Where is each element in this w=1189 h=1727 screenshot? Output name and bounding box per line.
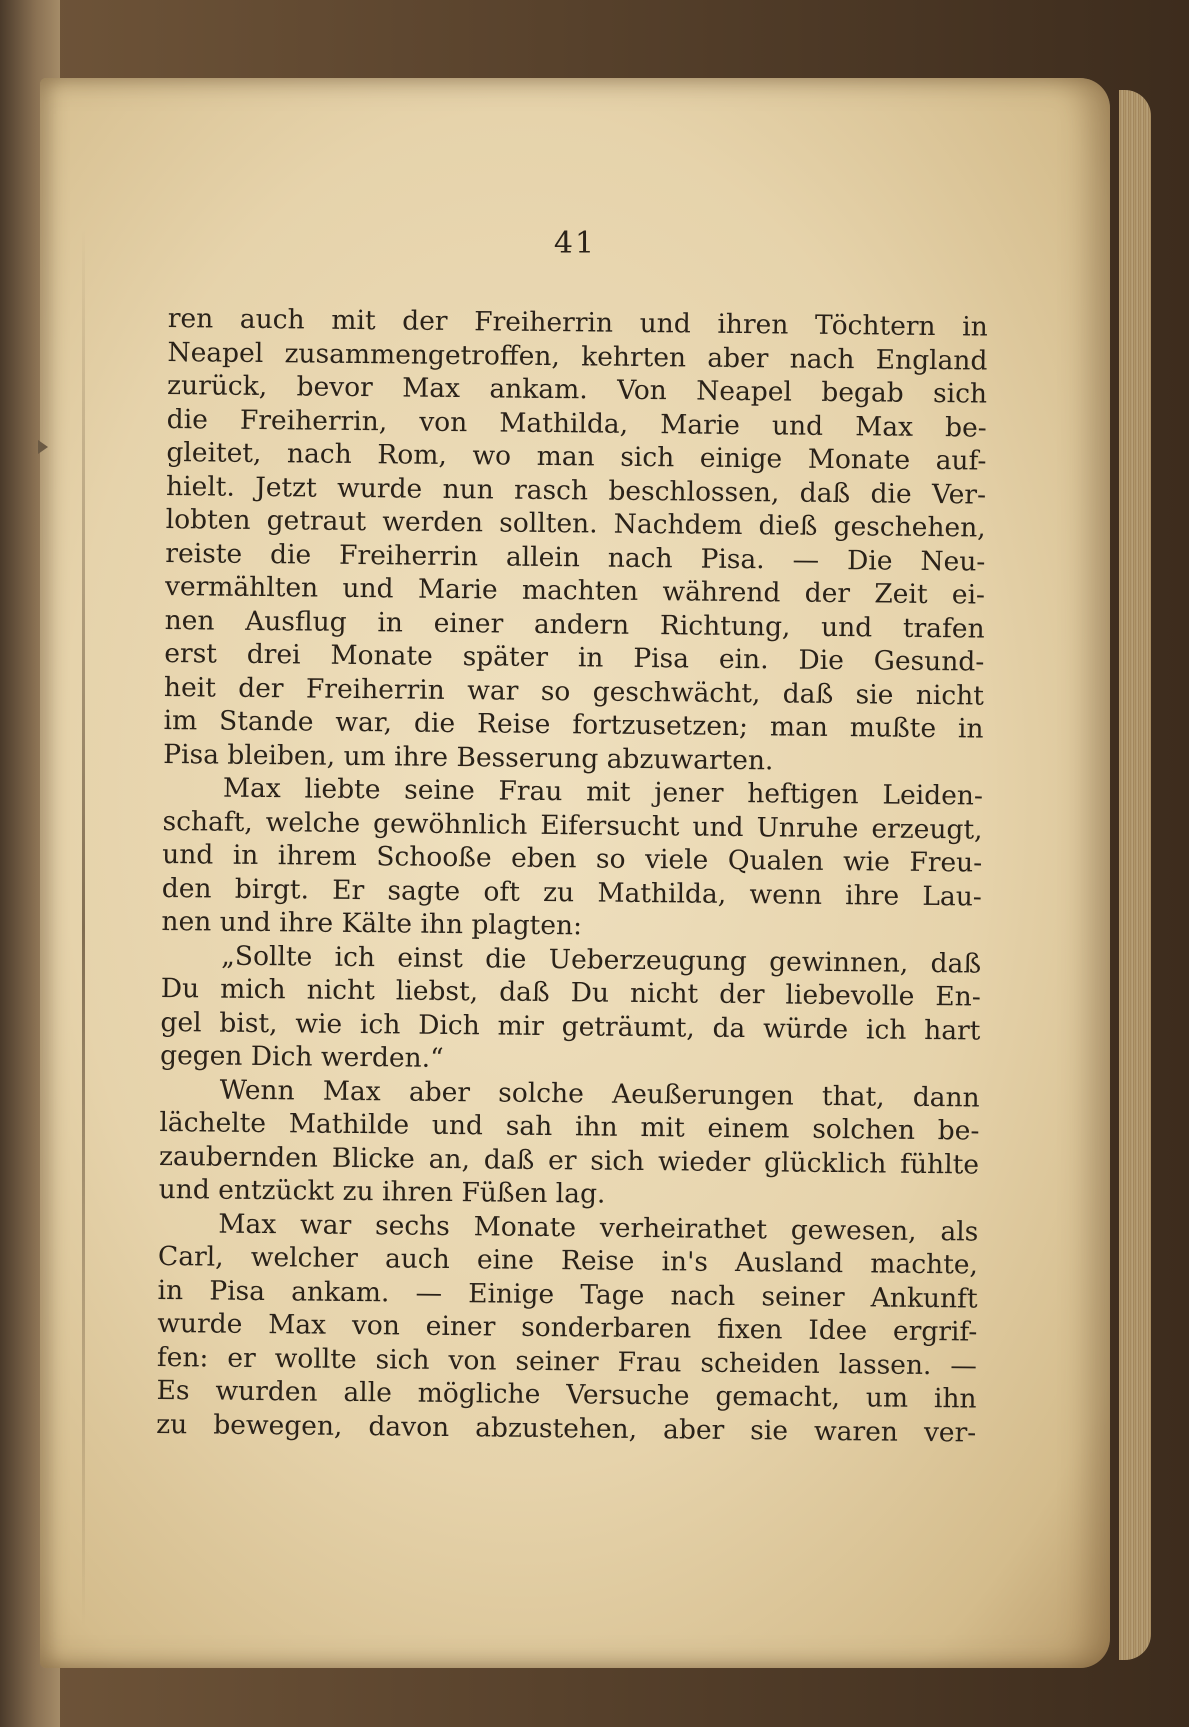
- text-line: vermählten und Marie machten während der Zeit ei-: [164, 570, 986, 611]
- text-line: fen: er wollte sich von seiner Frau scheiden lassen. —: [156, 1341, 978, 1382]
- text-line: im Stande war, die Reise fortzusetzen; man mußte in: [163, 704, 984, 745]
- text-line: Es wurden alle mögliche Versuche gemacht, um ihn: [156, 1374, 977, 1415]
- text-line: erst drei Monate später in Pisa ein. Die Gesund-: [164, 637, 985, 678]
- text-line: gegen Dich werden.“: [159, 1039, 444, 1074]
- text-line: zaubernden Blicke an, daß er sich wieder glücklich fühlte: [158, 1140, 980, 1181]
- text-line: wurde Max von einer sonderbaren fixen Idee ergrif-: [157, 1307, 978, 1348]
- text-line: reiste die Freiherrin allein nach Pisa. — Die Neu-: [165, 537, 986, 578]
- text-line: Max war sechs Monate verheirathet gewesen, als: [218, 1208, 979, 1248]
- book-page: [40, 78, 1110, 1668]
- text-line: Max liebte seine Frau mit jener heftigen Leiden-: [222, 772, 984, 812]
- text-line: lobten getraut werden sollten. Nachdem dieß geschehen,: [165, 503, 986, 544]
- page-gutter: [82, 228, 85, 1628]
- text-line: heit der Freiherrin war so geschwächt, daß sie nicht: [163, 671, 985, 712]
- page-number: 41: [553, 226, 597, 261]
- text-line: zu bewegen, davon abzustehen, aber sie waren ver-: [156, 1408, 977, 1449]
- text-line: hielt. Jetzt wurde nun rasch beschlossen, daß die Ver-: [165, 470, 987, 511]
- text-line: Neapel zusammengetroffen, kehrten aber nach England: [167, 336, 988, 377]
- text-line: zurück, bevor Max ankam. Von Neapel begab sich: [166, 369, 988, 410]
- text-line: „Sollte ich einst die Ueberzeugung gewinnen, daß: [220, 940, 982, 980]
- text-line: in Pisa ankam. — Einige Tage nach seiner Ankunft: [157, 1274, 978, 1315]
- text-line: die Freiherrin, von Mathilda, Marie und Max be-: [166, 403, 987, 444]
- page-edges: [1119, 90, 1151, 1660]
- text-line: gleitet, nach Rom, wo man sich einige Monate auf-: [166, 436, 987, 477]
- margin-mark-icon: [38, 440, 48, 454]
- text-line: nen und ihre Kälte ihn plagten:: [161, 905, 583, 942]
- text-line: gel bist, wie ich Dich mir geträumt, da würde ich hart: [160, 1006, 981, 1047]
- body-text: [156, 302, 988, 1450]
- text-line: und in ihrem Schooße eben so viele Qualen wie Freu-: [162, 838, 983, 879]
- text-line: schaft, welche gewöhnlich Eifersucht und Unruhe erzeugt,: [162, 805, 983, 846]
- text-line: und entzückt zu ihren Füßen lag.: [158, 1173, 606, 1210]
- text-line: Wenn Max aber solche Aeußerungen that, dann: [219, 1074, 980, 1114]
- text-line: lächelte Mathilde und sah ihn mit einem solchen be-: [159, 1106, 980, 1147]
- text-line: nen Ausflug in einer andern Richtung, und trafen: [164, 604, 985, 645]
- text-line: Pisa bleiben, um ihre Besserung abzuwarten.: [163, 738, 774, 776]
- text-line: Du mich nicht liebst, daß Du nicht der liebevolle En-: [160, 972, 981, 1013]
- text-line: Carl, welcher auch eine Reise in's Ausland machte,: [157, 1240, 979, 1281]
- text-line: den birgt. Er sagte oft zu Mathilda, wenn ihre Lau-: [161, 872, 982, 913]
- text-line: ren auch mit der Freiherrin und ihren Töchtern in: [167, 302, 988, 343]
